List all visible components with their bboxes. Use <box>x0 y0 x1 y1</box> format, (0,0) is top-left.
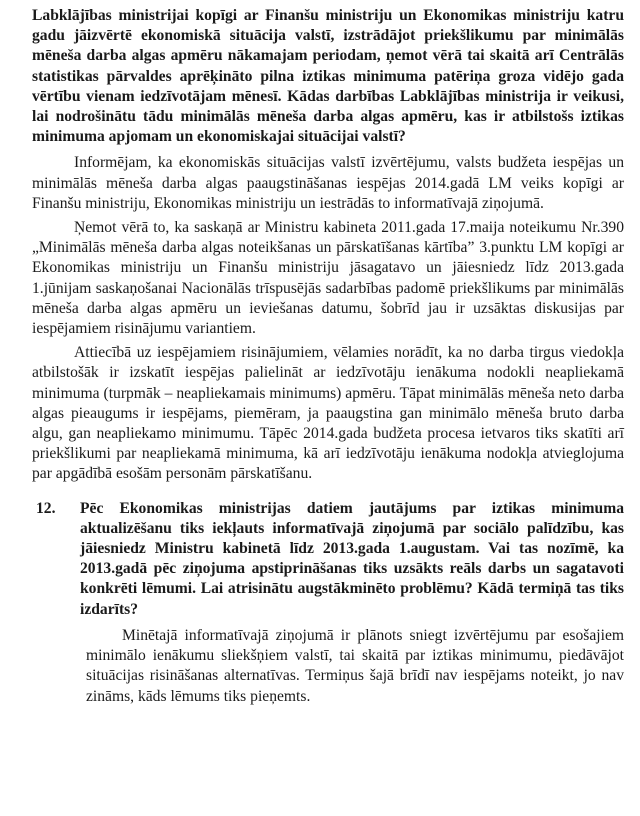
question-12-number: 12. <box>36 499 56 517</box>
question-12 <box>32 499 624 620</box>
answer-11-paragraph-1: Informējam, ka ekonomiskās situācijas valstī izvērtējumu, valsts budžeta iespējas un minimālās mēneša darba algas paaugstināšanas iespējas 2014.gadā LM veiks kopīgi ar Finanšu ministriju, Ekonomikas ministriju un iestrādās to informatīvajā ziņojumā. <box>32 154 624 212</box>
answer-11-paragraph-3: Attiecībā uz iespējamiem risinājumiem, vēlamies norādīt, ka no darba tirgus viedokļa atbilstošāk ir izskatīt iespējas palielināt ar iedzīvotāju ienākuma nodokli neapliekamā minimuma (turpmāk – neapliekamais minimums) apmēru. Tāpat minimālās mēneša neto darba algas pieaugums ir iespējams, piemēram, ja paaugstina gan minimālo mēneša bruto darba algu, gan neapliekamo minimumu. Tāpēc 2014.gada budžeta procesa ietvaros tiks skatīti arī priekšlikumi par neapliekamā minimuma, kā arī iedzīvotāju ienākuma nodokļa atvieglojuma par apgādībā esošām personām pārskatīšanu. <box>32 344 624 483</box>
answer-11-paragraph-2: Ņemot vērā to, ka saskaņā ar Ministru kabineta 2011.gada 17.maija noteikumu Nr.390 „Minimālās mēneša darba algas noteikšanas un pārskatīšanas kārtība” 3.punktu LM kopīgi ar Ekonomikas ministriju un Finanšu ministriju jāsagatavo un jāiesniedz līdz 2013.gada 1.jūnijam saskaņošanai Nacionālās trīspusējās sadarbības padomē priekšlikums par minimālās mēneša darba algas apmēru un ieviešanas datumu, šobrīd jau ir uzsāktas diskusijas par iespējamiem risinājumu variantiem. <box>32 219 624 338</box>
answer-12-paragraph: Minētajā informatīvajā ziņojumā ir plānots sniegt izvērtējumu par esošajiem minimālo ienākumu sliekšņiem valstī, tai skaitā par iztikas minimumu, piedāvājot situācijas risināšanas alternatīvas. Termiņus šajā brīdī nav iespējams noteikt, jo nav zināms, kāds lēmums tiks pieņemts. <box>86 626 624 705</box>
question-12-text: Pēc Ekonomikas ministrijas datiem jautājums par iztikas minimuma aktualizēšanu tiks iekļauts informatīvajā ziņojumā par sociālo palīdzību, kas jāiesniedz Ministru kabinetā līdz 2013.gada 1.augustam. Vai tas nozīmē, ka 2013.gadā pēc ziņojuma apstiprināšanas tiks uzsākts reāls darbs un sagatavoti konkrēti lēmumi. Lai atrisinātu augstākminēto problēmu? Kādā termiņā tas tiks izdarīts? <box>80 499 624 618</box>
question-11-text: Labklājības ministrijai kopīgi ar Finanšu ministriju un Ekonomikas ministriju katru gadu jāizvērtē ekonomiskā situācija valstī, izstrādājot priekšlikumu par minimālās mēneša darba algas apmēru nākamajam periodam, ņemot vērā tai skaitā arī Centrālās statistikas pārvaldes aprēķināto pilna iztikas minimuma patēriņa groza vidējo gada vērtību vienam iedzīvotājam mēnesī. Kādas darbības Labklājības ministrija ir veikusi, lai nodrošinātu tādu minimālās mēneša darba algas apmēru, kas ir atbilstošs iztikas minimuma apjomam un ekonomiskajai situācijai valstī? <box>32 7 624 146</box>
